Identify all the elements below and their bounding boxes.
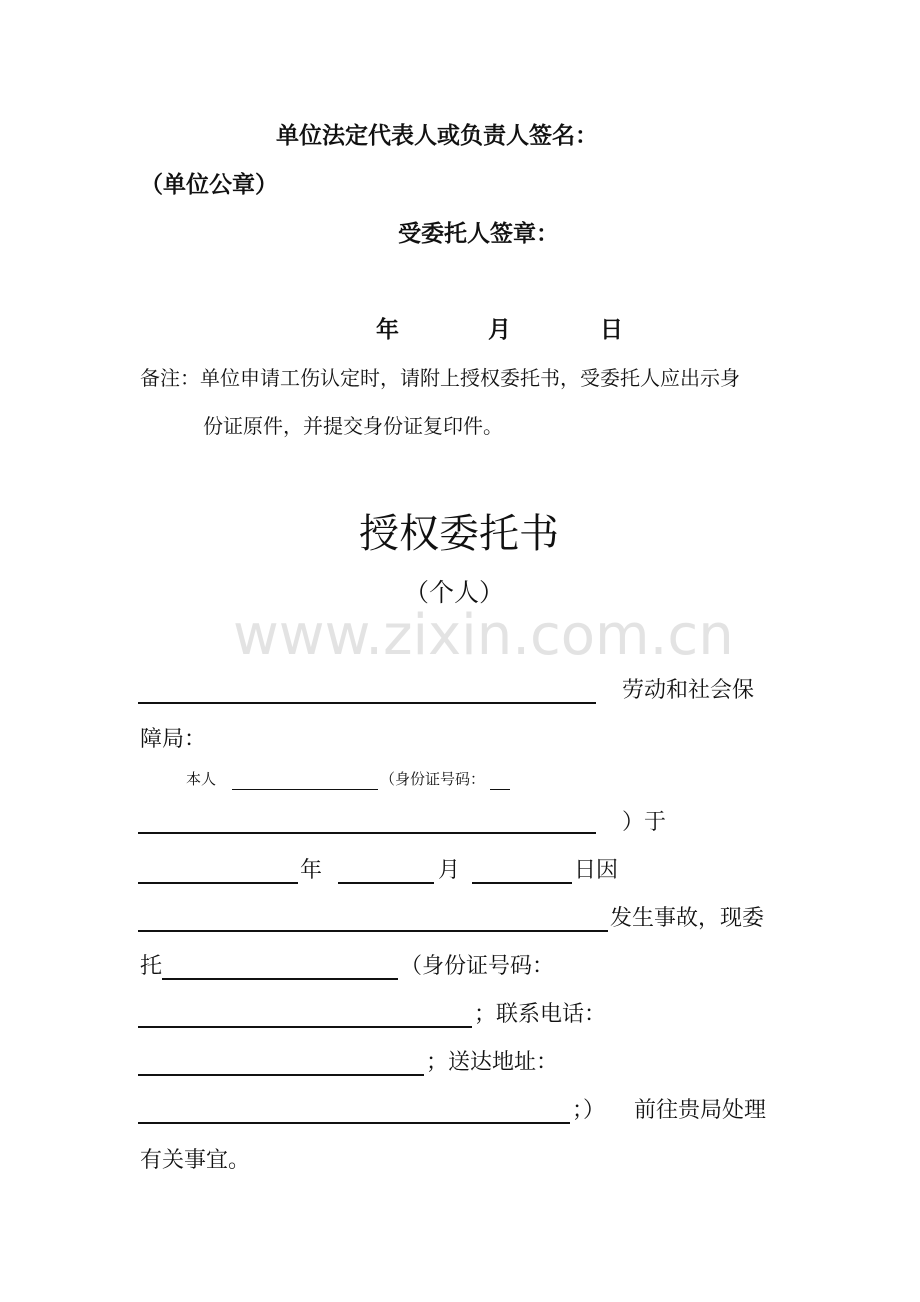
trustee-id-blank[interactable] [138,1026,472,1028]
day-cause-label: 日因 [574,858,619,883]
accident-text: 发生事故，现委 [610,906,765,931]
self-label: 本人 [186,770,217,788]
accident-cause-blank[interactable] [138,930,608,932]
date-month-label: 月 [488,316,511,343]
phone-blank[interactable] [138,1074,424,1076]
go-to-bureau-text: 前往贵局处理 [634,1098,767,1123]
day-blank[interactable] [472,882,572,884]
year-blank[interactable] [138,882,298,884]
address-blank[interactable] [138,1122,570,1124]
trustee-id-label: （身份证号码： [400,954,555,979]
close-paren-yu: ）于 [622,810,667,835]
id-label-small: （身份证号码： [380,770,486,788]
document-title: 授权委托书 [359,511,559,557]
self-id-blank[interactable] [490,789,510,790]
document-subtitle: （个人） [404,578,505,607]
legal-rep-signature-label: 单位法定代表人或负责人签名： [276,122,598,149]
year-label: 年 [300,858,323,883]
trustee-name-blank[interactable] [162,978,398,980]
address-label: ；送达地址： [426,1050,559,1075]
watermark: www.zixin.com.cn [233,603,734,668]
date-year-label: 年 [376,316,399,343]
phone-label: ；联系电话： [474,1002,607,1027]
note-line-1: 备注：单位申请工伤认定时，请附上授权委托书，受委托人应出示身 [140,366,740,390]
date-day-label: 日 [600,316,623,343]
matters-text: 有关事宜。 [140,1148,251,1173]
self-id-continuation-blank[interactable] [138,832,596,834]
addressee-suffix: 劳动和社会保 [622,678,755,703]
addressee-continuation: 障局： [140,727,207,752]
end-paren: ；） [572,1098,606,1123]
self-name-blank[interactable] [232,789,378,790]
entrust-prefix: 托 [140,954,163,979]
bureau-name-blank[interactable] [138,702,596,704]
month-blank[interactable] [338,882,434,884]
month-label: 月 [438,858,461,883]
unit-seal-label: （单位公章） [140,171,278,198]
trustee-signature-label: 受委托人签章： [398,220,559,247]
note-line-2: 份证原件，并提交身份证复印件。 [203,414,503,438]
